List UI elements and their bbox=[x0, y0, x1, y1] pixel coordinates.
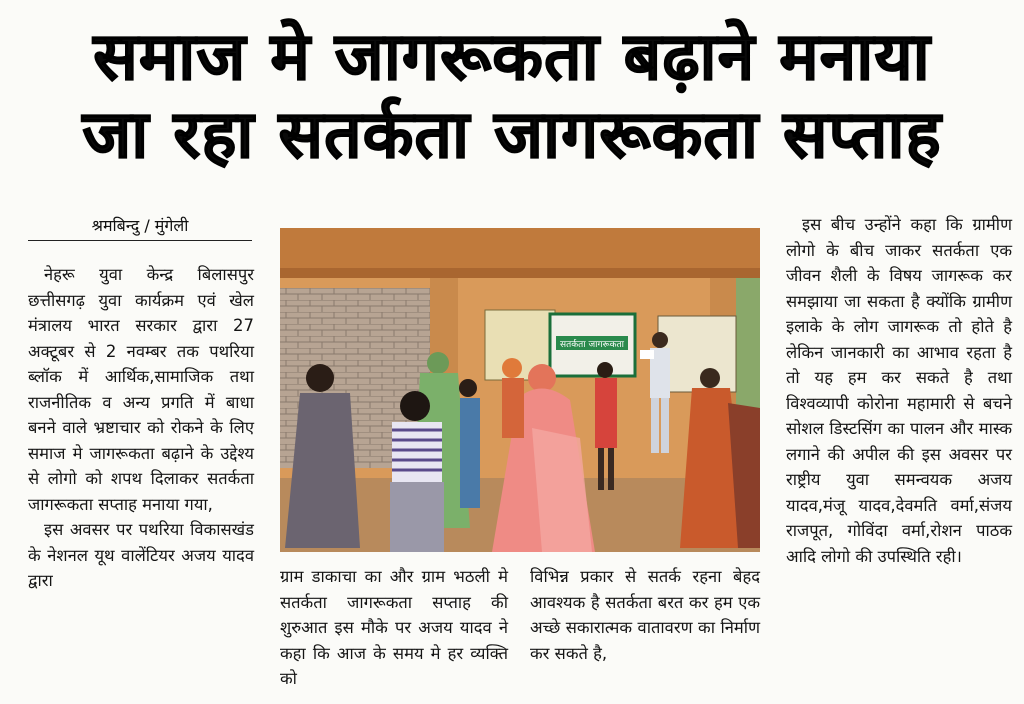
headline-line-2: जा रहा सतर्कता जागरूकता सप्ताह bbox=[82, 96, 942, 173]
paragraph-2: इस अवसर पर पथरिया विकासखंड के नेशनल यूथ वालेंटियर अजय यादव द्वारा bbox=[28, 520, 254, 590]
article-column-2 bbox=[280, 564, 508, 692]
article-column-4 bbox=[786, 212, 1012, 569]
byline: श्रमबिन्दु / मुंगेली bbox=[28, 214, 252, 241]
paragraph-5: इस बीच उन्होंने कहा कि ग्रामीण लोगो के बीच जाकर सतर्कता एक जीवन शैली के विषय जागरूक कर समझाया जा सकता है क्योंकि ग्रामीण इलाके के लोग जागरूक तो होते है लेकिन जानकारी का आभाव रहता है तो यह हम कर सकते है तथा विश्वव्यापी कोरोना महामारी से बचने सोशल डिस्टसिंग का पालन और मास्क लगाने की अपील की इस अवसर पर राष्ट्रीय युवा समन्वयक अजय यादव,मंजू यादव,देवमति वर्मा,संजय राजपूत, गोविंदा वर्मा,रोशन पाठक आदि लोगो की उपस्थिति रही। bbox=[786, 215, 1012, 566]
paragraph-3: ग्राम डाकाचा का और ग्राम भठली मे सतर्कता जागरूकता सप्ताह की शुरुआत इस मौके पर अजय यादव ने कहा कि आज के समय मे हर व्यक्ति को bbox=[280, 567, 508, 688]
paragraph-1: नेहरू युवा केन्द्र बिलासपुर छत्तीसगढ़ युवा कार्यक्रम एवं खेल मंत्रालय भारत सरकार द्वारा 27 अक्टूबर से 2 नवम्बर तक पथरिया ब्लॉक में आर्थिक,सामाजिक तथा राजनीतिक व अन्य प्रगति में बाधा बनने वाले भ्रष्टाचार को रोकने के लिए समाज मे जागरूकता बढ़ाने के उद्देश्य से लोगो को शपथ दिलाकर सतर्कता जागरूकता सप्ताह मनाया गया, bbox=[28, 265, 254, 514]
article-column-1 bbox=[28, 262, 254, 594]
article-column-3 bbox=[530, 564, 760, 666]
paragraph-4: विभिन्न प्रकार से सतर्क रहना बेहद आवश्यक है सतर्कता बरत कर हम एक अच्छे सकारात्मक वातावरण का निर्माण कर सकते है, bbox=[530, 567, 760, 663]
banner-text: सतर्कता जागरूकता bbox=[560, 340, 624, 350]
headline bbox=[10, 18, 1014, 174]
news-photo bbox=[280, 228, 760, 552]
headline-line-1: समाज मे जागरूकता बढ़ाने मनाया bbox=[93, 18, 931, 95]
photo-illustration bbox=[280, 228, 760, 552]
